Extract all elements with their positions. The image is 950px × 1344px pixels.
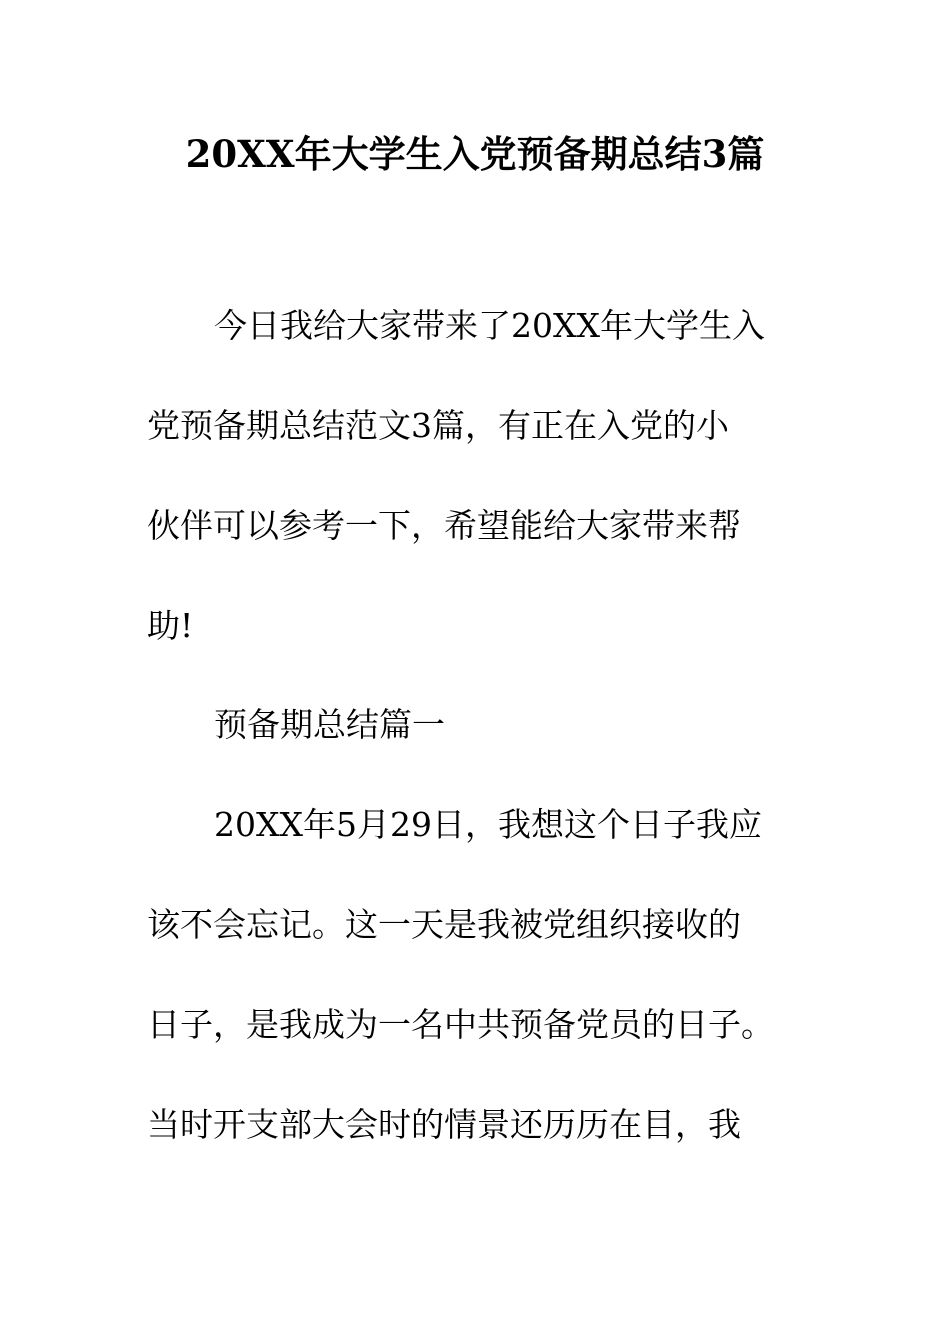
paragraph-line: 20XX年5月29日，我想这个日子我应 [214,805,762,844]
paragraph-line: 当时开支部大会时的情景还历历在目，我 [147,1105,741,1144]
document-title: 20XX年大学生入党预备期总结3篇 [185,132,765,176]
paragraph-line: 伙伴可以参考一下，希望能给大家带来帮 [147,506,741,545]
paragraph-line: 助! [147,606,194,645]
paragraph-line: 该不会忘记。这一天是我被党组织接收的 [147,905,741,944]
section-heading: 预备期总结篇一 [214,705,445,744]
paragraph-line: 今日我给大家带来了20XX年大学生入 [214,306,765,345]
paragraph-line: 日子，是我成为一名中共预备党员的日子。 [147,1005,774,1044]
paragraph-line: 党预备期总结范文3篇，有正在入党的小 [147,406,729,445]
